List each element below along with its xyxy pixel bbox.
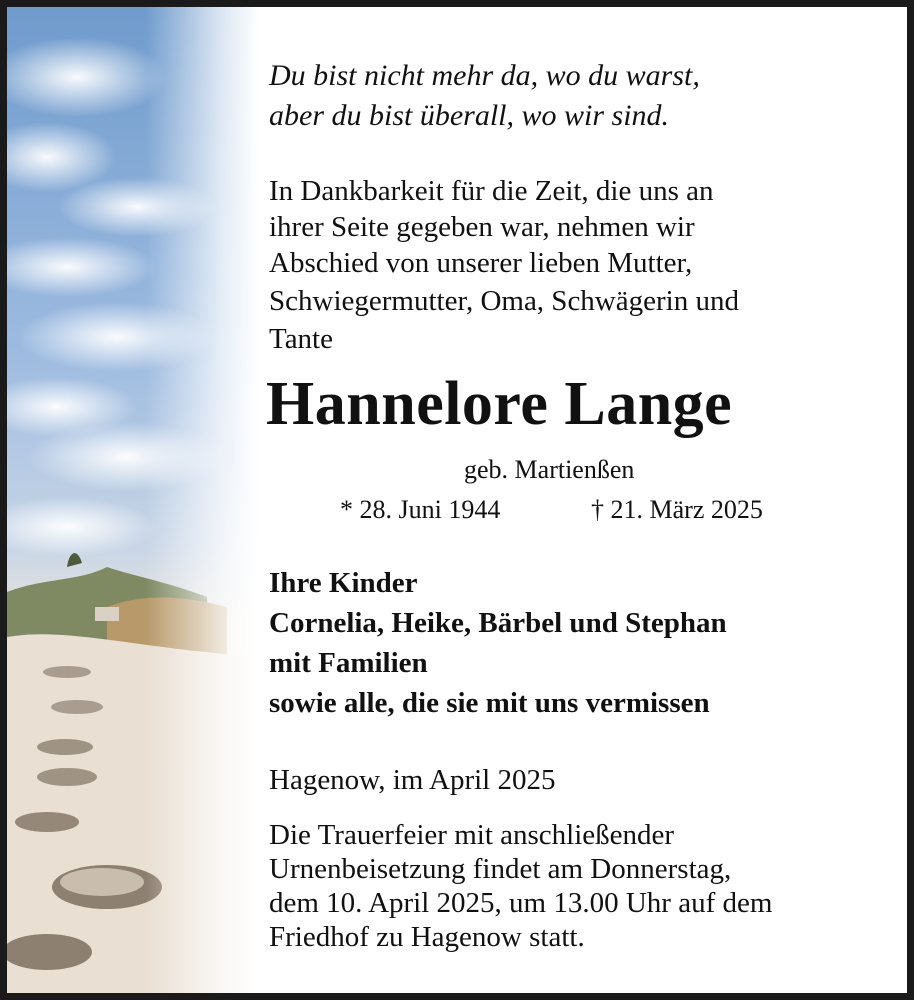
mourners-line-4: sowie alle, die sie mit uns vermissen <box>269 687 710 719</box>
funeral-line-3: dem 10. April 2025, um 13.00 Uhr auf dem <box>269 887 773 919</box>
mourners-line-3: mit Familien <box>269 647 428 679</box>
funeral-line-2: Urnenbeisetzung findet am Donnerstag, <box>269 853 732 885</box>
mourners-line-2: Cornelia, Heike, Bärbel und Stephan <box>269 607 727 639</box>
intro-line-1: In Dankbarkeit für die Zeit, die uns an <box>269 175 714 207</box>
place-date: Hagenow, im April 2025 <box>269 764 556 796</box>
deceased-name: Hannelore Lange <box>266 370 733 438</box>
birth-name: geb. Martienßen <box>464 455 635 484</box>
birth-date: * 28. Juni 1944 <box>340 495 501 524</box>
funeral-line-4: Friedhof zu Hagenow statt. <box>269 921 585 953</box>
quote-line-1: Du bist nicht mehr da, wo du warst, <box>269 59 700 92</box>
intro-line-3: Abschied von unserer lieben Mutter, <box>269 247 693 279</box>
death-date: † 21. März 2025 <box>591 495 763 524</box>
quote-line-2: aber du bist überall, wo wir sind. <box>269 99 670 132</box>
intro-line-4: Schwiegermutter, Oma, Schwägerin und <box>269 285 739 317</box>
beach-footprints-image <box>7 7 259 993</box>
funeral-line-1: Die Trauerfeier mit anschließender <box>269 819 675 851</box>
intro-line-2: ihrer Seite gegeben war, nehmen wir <box>269 211 695 243</box>
intro-line-5: Tante <box>269 323 333 355</box>
mourners-line-1: Ihre Kinder <box>269 567 418 599</box>
beach-photo <box>7 7 259 993</box>
